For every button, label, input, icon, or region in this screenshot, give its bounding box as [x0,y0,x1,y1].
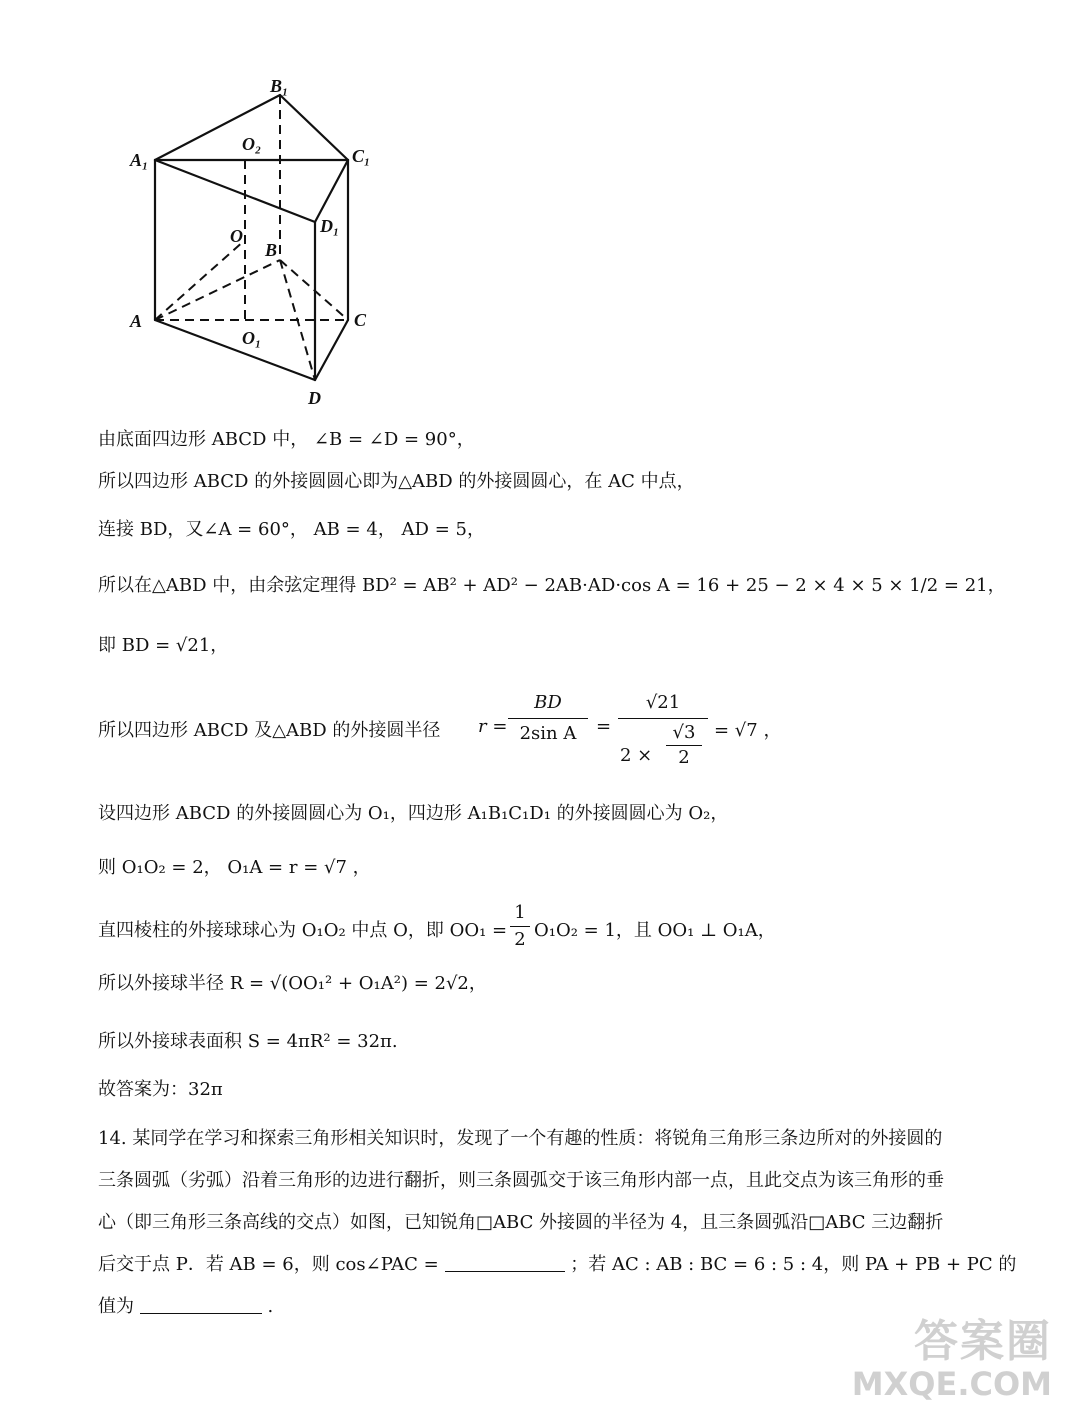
problem-14-line-2: 三条圆弧（劣弧）沿着三角形的边进行翻折，则三条圆弧交于该三角形内部一点，且此交点为该三角形的垂 [98,1170,944,1191]
solution-line-10: 所以外接球半径 R = √(OO₁² + O₁A²) = 2√2， [98,973,487,994]
solution-line-7: 设四边形 ABCD 的外接圆圆心为 O₁，四边形 A₁B₁C₁D₁ 的外接圆圆心为 O₂， [98,803,729,824]
edge-AD [155,320,315,380]
answer-blank-1 [445,1251,565,1272]
edge-DC [315,320,348,380]
label-B1: B₁ [270,76,289,96]
watermark-cn: 答案圈 [914,1316,1052,1367]
label-D: D [308,388,321,408]
problem-14-line-4: 后交于点 P．若 AB = 6，则 cos∠PAC = ；若 AC : AB : BC = 6 : 5 : 4，则 PA + PB + PC 的 [98,1244,988,1286]
solution-line-5: 即 BD = √21， [98,635,229,656]
edge-B1C1 [280,95,348,160]
edge-OA [155,240,245,320]
problem-14-line-1: 14. 某同学在学习和探索三角形相关知识时，发现了一个有趣的性质：将锐角三角形三条边所对的外接圆的 [98,1128,943,1149]
line6-end: = √7 ， [714,720,782,741]
fraction-sqrt21-over: √21 2 × √3 2 [618,688,708,775]
label-C1: C₁ [352,146,371,166]
answer-line: 故答案为：32π [98,1079,223,1100]
problem-14 [98,1118,1017,1328]
fraction-bd-over-2sinA: BD 2sin A [508,688,588,749]
line6-eq: = [596,716,612,737]
problem-14-line-3: 心（即三角形三条高线的交点）如图，已知锐角□ABC 外接圆的半径为 4，且三条圆弧沿□ABC 三边翻折 [98,1212,944,1233]
edge-A1D1 [155,160,315,222]
solution-line-4: 所以在△ABD 中，由余弦定理得 BD² = AB² + AD² − 2AB·AD·cos A = 16 + 25 − 2 × 4 × 5 × 1/2 = 21， [98,575,1006,596]
label-O2: O₂ [242,134,262,154]
answer-blank-2 [140,1293,262,1314]
solution-line-8: 则 O₁O₂ = 2， O₁A = r = √7 ， [98,857,371,878]
solution-line-9: 直四棱柱的外接球球心为 O₁O₂ 中点 O，即 OO₁ = 1 2 O₁O₂ = 1，且 OO₁ ⊥ O₁A， [98,900,798,956]
solution-line-3: 连接 BD，又∠A = 60°， AB = 4， AD = 5， [98,519,485,540]
label-O1: O₁ [242,328,262,348]
solution-line-6 [98,688,798,778]
edge-AB [155,260,280,320]
prism-figure [110,70,410,415]
label-D1: D₁ [320,216,340,236]
fraction-half: 1 2 [510,900,530,953]
solution-line-11: 所以外接球表面积 S = 4πR² = 32π. [98,1031,398,1052]
line6-text: 所以四边形 ABCD 及△ABD 的外接圆半径 [98,720,441,741]
label-A: A [130,311,143,331]
solution-line-1: 由底面四边形 ABCD 中， ∠B = ∠D = 90°， [98,429,475,450]
watermark [852,1305,1052,1403]
label-C: C [354,310,367,330]
label-A1: A₁ [130,150,149,170]
line6-r: r = [478,716,508,737]
watermark-en: MXQE.COM [851,1365,1052,1403]
problem-14-line-5: 值为 . [98,1286,988,1328]
solution-line-2: 所以四边形 ABCD 的外接圆圆心即为△ABD 的外接圆圆心，在 AC 中点， [98,471,695,492]
label-O: O [230,226,243,246]
label-B: B [265,240,278,260]
edge-D1C1 [315,160,348,222]
